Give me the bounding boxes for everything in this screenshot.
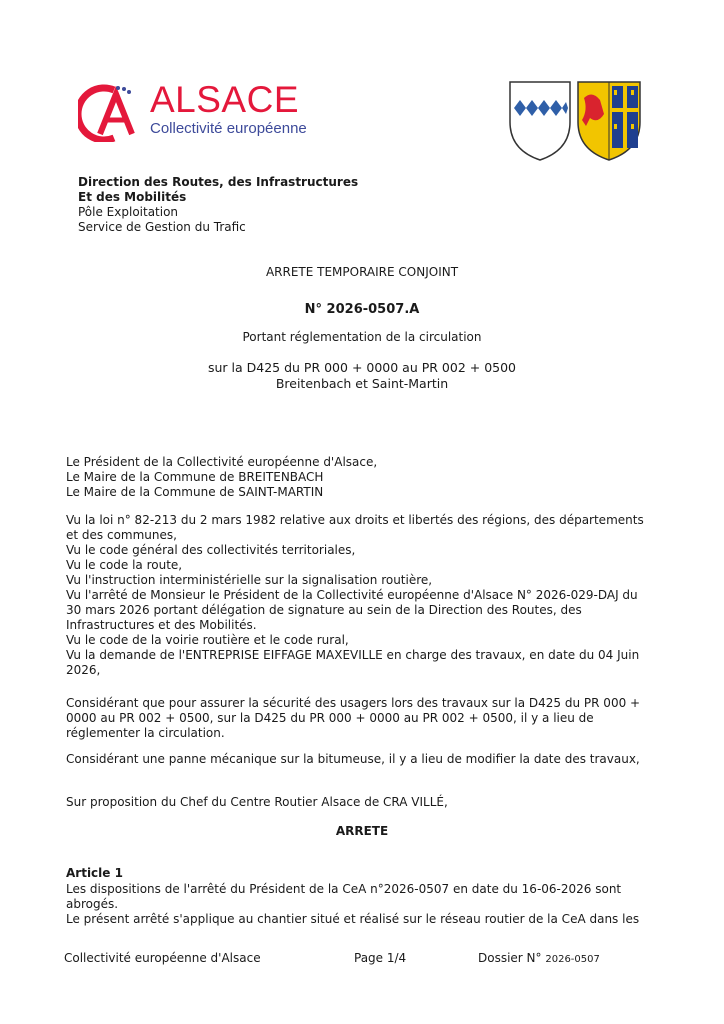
footer-page: Page 1/4 bbox=[354, 951, 407, 965]
dept-line-1: Direction des Routes, des Infrastructures bbox=[78, 175, 359, 189]
authorities-block bbox=[66, 455, 646, 500]
arrete-heading: ARRETE bbox=[335, 824, 389, 838]
vu-line: 30 mars 2026 portant délégation de signature au sein de la Direction des Routes, des bbox=[66, 603, 582, 617]
dossier-label: Dossier N° bbox=[478, 951, 542, 965]
vu-block bbox=[66, 513, 646, 678]
proposition: Sur proposition du Chef du Centre Routier Alsace de CRA VILLÉ, bbox=[66, 795, 448, 809]
coats-of-arms-icon bbox=[508, 80, 642, 162]
considerant-line: 0000 au PR 002 + 0500, sur la D425 du PR 000 + 0000 au PR 002 + 0500, il y a lieu de bbox=[66, 711, 594, 725]
footer-org: Collectivité européenne d'Alsace bbox=[64, 951, 261, 965]
vu-line: Vu la loi n° 82-213 du 2 mars 1982 relative aux droits et libertés des régions, des départements bbox=[66, 513, 644, 527]
considerant-block-2: Considérant une panne mécanique sur la bitumeuse, il y a lieu de modifier la date des travaux, bbox=[66, 752, 640, 766]
vu-line: Vu la demande de l'ENTREPRISE EIFFAGE MAXEVILLE en charge des travaux, en date du 04 Juin bbox=[66, 648, 640, 662]
decree-subject: Portant réglementation de la circulation bbox=[242, 330, 482, 344]
article-1-body bbox=[66, 882, 646, 927]
article-line: Les dispositions de l'arrêté du Président de la CeA n°2026-0507 en date du 16-06-2026 sont bbox=[66, 882, 622, 896]
article-line: Le présent arrêté s'applique au chantier situé et réalisé sur le réseau routier de la CeA dans les bbox=[66, 912, 640, 926]
vu-line: Vu le code général des collectivités territoriales, bbox=[66, 543, 356, 557]
vu-line: Vu l'instruction interministérielle sur la signalisation routière, bbox=[66, 573, 433, 587]
authority-line: Le Président de la Collectivité européenne d'Alsace, bbox=[66, 455, 378, 469]
vu-line: et des communes, bbox=[66, 528, 177, 542]
article-1-title: Article 1 bbox=[66, 866, 123, 880]
dossier-number: 2026-0507 bbox=[545, 954, 600, 965]
department-header bbox=[78, 175, 358, 235]
article-line: abrogés. bbox=[66, 897, 119, 911]
vu-line: Infrastructures et des Mobilités. bbox=[66, 618, 257, 632]
considerant-block-1 bbox=[66, 696, 646, 741]
decree-places: Breitenbach et Saint-Martin bbox=[275, 376, 449, 391]
vu-line: 2026, bbox=[66, 663, 101, 677]
authority-line: Le Maire de la Commune de SAINT-MARTIN bbox=[66, 485, 324, 499]
dept-service: Service de Gestion du Trafic bbox=[78, 220, 246, 234]
decree-type: ARRETE TEMPORAIRE CONJOINT bbox=[265, 265, 459, 279]
decree-location bbox=[0, 360, 724, 392]
considerant-line: réglementer la circulation. bbox=[66, 726, 225, 740]
decree-number: N° 2026-0507.A bbox=[304, 302, 420, 317]
logo-subtitle: Collectivité européenne bbox=[150, 120, 307, 137]
vu-line: Vu le code la route, bbox=[66, 558, 183, 572]
footer-dossier bbox=[478, 951, 600, 965]
dept-line-2: Et des Mobilités bbox=[78, 190, 187, 204]
logo-wordmark: ALSACE bbox=[150, 79, 300, 120]
authority-line: Le Maire de la Commune de BREITENBACH bbox=[66, 470, 324, 484]
decree-road: sur la D425 du PR 000 + 0000 au PR 002 + 0500 bbox=[207, 360, 517, 375]
vu-line: Vu l'arrêté de Monsieur le Président de la Collectivité européenne d'Alsace N° 2026-029-DAJ du bbox=[66, 588, 638, 602]
vu-line: Vu le code de la voirie routière et le code rural, bbox=[66, 633, 349, 647]
dept-pole: Pôle Exploitation bbox=[78, 205, 179, 219]
considerant-line: Considérant que pour assurer la sécurité des usagers lors des travaux sur la D425 du PR 000 + bbox=[66, 696, 641, 710]
